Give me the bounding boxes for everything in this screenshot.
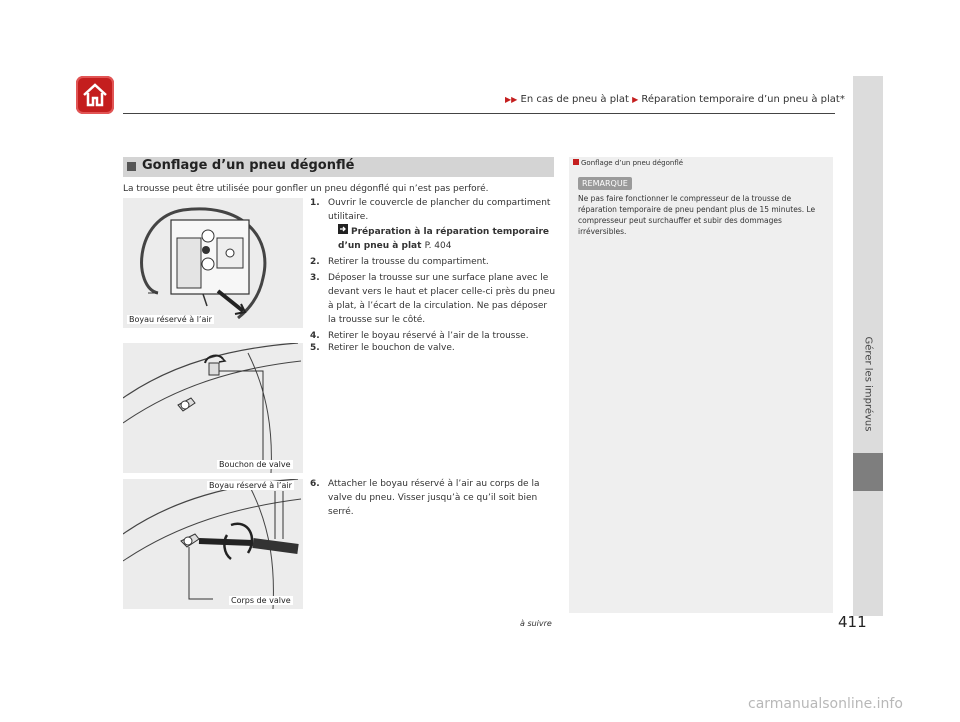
step-text: Attacher le boyau réservé à l’air au corps de la valve du pneu. Visser jusqu’à ce qu’il soit bien serré. xyxy=(328,479,540,517)
cross-reference-page: P. 404 xyxy=(424,241,452,251)
section-bullet-icon xyxy=(127,162,136,171)
attach-hose-illustration xyxy=(123,479,303,609)
header-divider xyxy=(123,113,835,114)
step-number: 5. xyxy=(310,343,320,353)
section-intro: La trousse peut être utilisée pour gonfler un pneu dégonflé qui n’est pas perforé. xyxy=(123,184,489,194)
steps-group-2 xyxy=(310,341,556,357)
section-title: Gonflage d’un pneu dégonflé xyxy=(142,158,355,173)
watermark: carmanualsonline.info xyxy=(748,696,903,712)
figure-attach-hose xyxy=(123,479,303,609)
step-text: Ouvrir le couvercle de plancher du compartiment utilitaire. xyxy=(328,198,551,222)
home-button[interactable] xyxy=(76,76,114,114)
repair-kit-illustration xyxy=(123,198,303,328)
section-header xyxy=(123,157,554,177)
breadcrumb-item-2[interactable]: Réparation temporaire d’un pneu à plat* xyxy=(641,94,845,105)
figure-label-valve-cap: Bouchon de valve xyxy=(219,460,291,469)
step-number: 6. xyxy=(310,479,320,489)
breadcrumb-item-1[interactable]: En cas de pneu à plat xyxy=(520,94,629,105)
step-2 xyxy=(310,255,556,269)
cross-reference-icon xyxy=(338,224,348,234)
figure-label-valve-body: Corps de valve xyxy=(231,596,291,605)
note-heading: Gonflage d’un pneu dégonflé xyxy=(573,159,683,167)
cross-reference-title: Préparation à la réparation temporaire d’un pneu à plat xyxy=(338,227,550,251)
step-6 xyxy=(310,477,556,519)
step-number: 2. xyxy=(310,257,320,267)
note-text: Ne pas faire fonctionner le compresseur de la trousse de réparation temporaire de pneu pendant plus de 15 minutes. Le compresseur peut surchauffer et subir des dommages irréversibles. xyxy=(578,194,816,236)
step-number: 3. xyxy=(310,273,320,283)
step-text: Retirer le boyau réservé à l’air de la trousse. xyxy=(328,331,529,341)
step-text: Retirer le bouchon de valve. xyxy=(328,343,455,353)
figure-repair-kit xyxy=(123,198,303,328)
valve-cap-illustration xyxy=(123,343,303,473)
note-marker-icon xyxy=(573,159,579,165)
step-text: Retirer la trousse du compartiment. xyxy=(328,257,489,267)
step-5 xyxy=(310,341,556,355)
step-number: 4. xyxy=(310,331,320,341)
step-number: 1. xyxy=(310,198,320,208)
step-text: Déposer la trousse sur une surface plane avec le devant vers le haut et placer celle-ci près du pneu à plat, à l’écart de la circulation. Ne pas déposer la trousse sur le côté. xyxy=(328,273,556,325)
home-icon xyxy=(81,82,109,108)
steps-group-3 xyxy=(310,477,556,521)
side-chapter-tab-active[interactable] xyxy=(853,453,883,491)
remark-badge: REMARQUE xyxy=(578,177,632,190)
figure-valve-cap xyxy=(123,343,303,473)
breadcrumb-arrow-icon: ▶ xyxy=(632,95,639,104)
continued-label: à suivre xyxy=(520,619,552,628)
step-3 xyxy=(310,271,556,327)
breadcrumb xyxy=(505,94,845,105)
figure-label-hose-2: Boyau réservé à l’air xyxy=(209,481,292,490)
figure-label-hose: Boyau réservé à l’air xyxy=(129,315,212,324)
page-number: 411 xyxy=(838,613,867,631)
cross-reference-link[interactable] xyxy=(338,224,556,253)
step-1 xyxy=(310,196,556,253)
steps-group-1 xyxy=(310,196,556,345)
breadcrumb-arrow-icon: ▶▶ xyxy=(505,95,518,104)
